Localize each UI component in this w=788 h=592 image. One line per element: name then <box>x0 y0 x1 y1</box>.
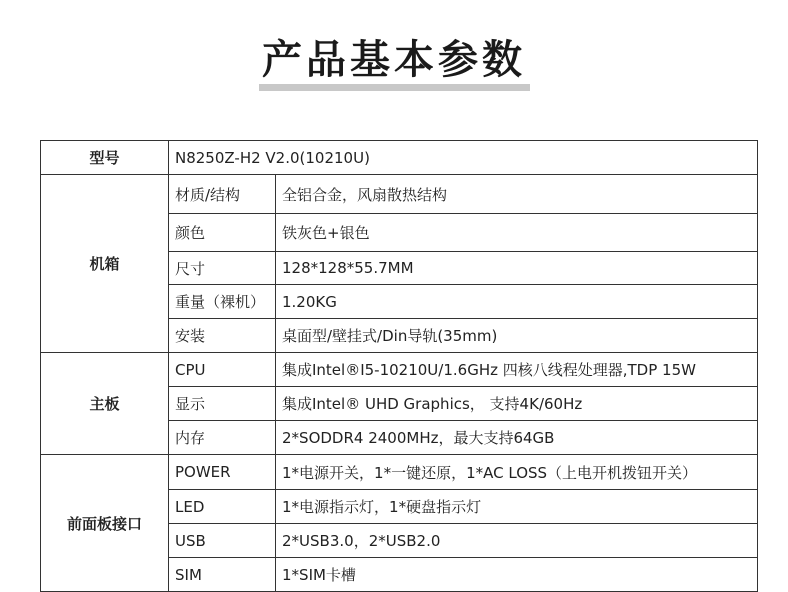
table-row <box>41 455 758 490</box>
model-label: 型号 <box>41 141 169 175</box>
row-value: 128*128*55.7MM <box>276 252 758 285</box>
row-label: SIM <box>169 558 276 592</box>
group-chassis: 机箱 <box>41 175 169 353</box>
row-label: 显示 <box>169 387 276 421</box>
row-label: LED <box>169 490 276 524</box>
row-label: CPU <box>169 353 276 387</box>
row-label: POWER <box>169 455 276 490</box>
table-row <box>41 353 758 387</box>
row-label: 材质/结构 <box>169 175 276 214</box>
spec-table <box>40 140 758 592</box>
model-value: N8250Z-H2 V2.0(10210U) <box>169 141 758 175</box>
row-label: 内存 <box>169 421 276 455</box>
row-label: 重量（裸机） <box>169 285 276 319</box>
row-value: 1.20KG <box>276 285 758 319</box>
row-value: 铁灰色+银色 <box>276 214 758 252</box>
row-label: 颜色 <box>169 214 276 252</box>
row-value: 1*电源开关，1*一键还原，1*AC LOSS（上电开机拨钮开关） <box>276 455 758 490</box>
row-value: 集成Intel® UHD Graphics， 支持4K/60Hz <box>276 387 758 421</box>
group-front-panel: 前面板接口 <box>41 455 169 592</box>
row-value: 全铝合金，风扇散热结构 <box>276 175 758 214</box>
title-underline <box>259 84 530 91</box>
row-label: 尺寸 <box>169 252 276 285</box>
row-value: 1*SIM卡槽 <box>276 558 758 592</box>
row-value: 桌面型/壁挂式/Din导轨(35mm) <box>276 319 758 353</box>
row-value: 1*电源指示灯，1*硬盘指示灯 <box>276 490 758 524</box>
row-value: 2*SODDR4 2400MHz，最大支持64GB <box>276 421 758 455</box>
row-label: USB <box>169 524 276 558</box>
table-row-model <box>41 141 758 175</box>
group-mainboard: 主板 <box>41 353 169 455</box>
table-row <box>41 175 758 214</box>
row-label: 安装 <box>169 319 276 353</box>
page-title: 产品基本参数 <box>262 37 526 83</box>
row-value: 2*USB3.0，2*USB2.0 <box>276 524 758 558</box>
row-value: 集成Intel®I5-10210U/1.6GHz 四核八线程处理器,TDP 15W <box>276 353 758 387</box>
